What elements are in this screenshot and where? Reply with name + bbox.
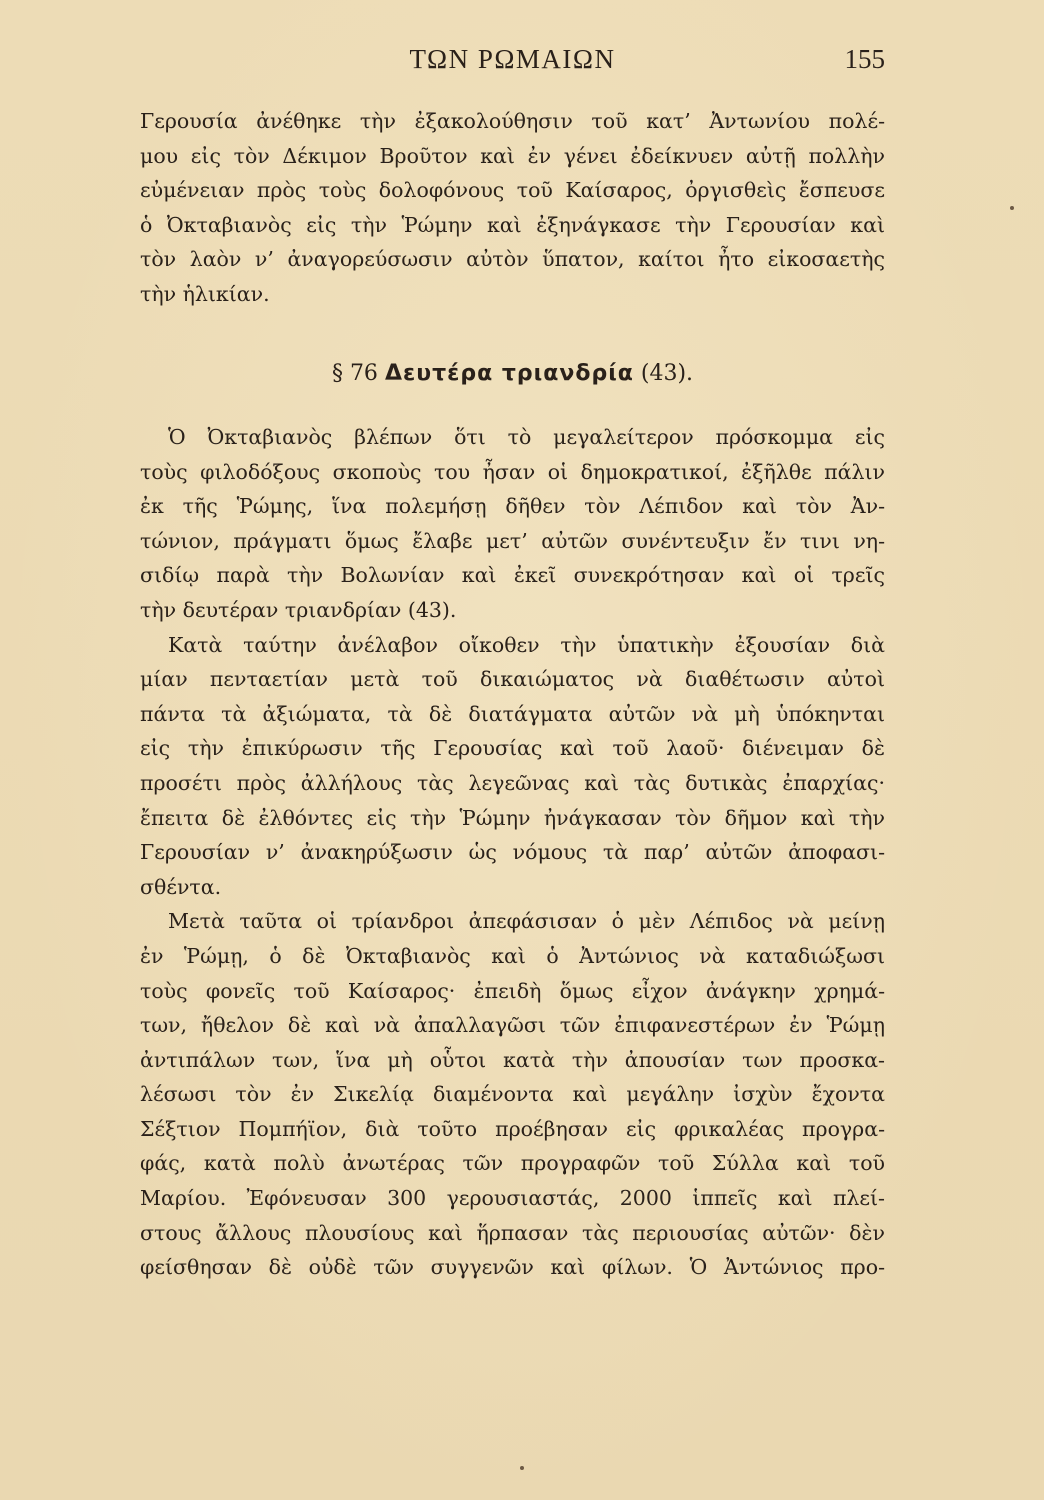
paragraph-1 xyxy=(140,104,885,312)
text-line: φάς, κατὰ πολὺ ἀνωτέρας τῶν προγραφῶν τοῦ Σύλλα καὶ τοῦ xyxy=(140,1151,885,1176)
paper-speck xyxy=(1010,206,1014,210)
section-number: 76 xyxy=(349,361,378,386)
text-line: Γερουσία ἀνέθηκε τὴν ἐξακολούθησιν τοῦ κατ’ Ἀντωνίου πολέ- xyxy=(140,109,885,133)
paper-speck xyxy=(520,1466,524,1470)
text-line: πάντα τὰ ἀξιώματα, τὰ δὲ διατάγματα αὐτῶν νὰ μὴ ὑπόκηνται xyxy=(140,701,885,726)
running-title: ΤΩΝ ΡΩΜΑΙΩΝ xyxy=(409,44,616,74)
text-line: τὴν ἡλικίαν. xyxy=(140,281,270,306)
text-line: φείσθησαν δὲ οὐδὲ τῶν συγγενῶν καὶ φίλων. Ὁ Ἀντώνιος προ- xyxy=(140,1255,885,1280)
text-line: Μαρίου. Ἐφόνευσαν 300 γερουσιαστάς, 2000 ἱππεῖς καὶ πλεί- xyxy=(140,1186,885,1211)
text-line: τώνιον, πράγματι ὅμως ἔλαβε μετ’ αὐτῶν συνέντευξιν ἔν τινι νη- xyxy=(140,528,885,553)
section-symbol: § xyxy=(331,361,343,386)
text-line: ἐκ τῆς Ῥώμης, ἵνα πολεμήσῃ δῆθεν τὸν Λέπιδον καὶ τὸν Ἀν- xyxy=(140,494,885,519)
section-year: (43). xyxy=(640,361,694,386)
text-line: ἔπειτα δὲ ἐλθόντες εἰς τὴν Ῥώμην ἠνάγκασαν τὸν δῆμον καὶ τὴν xyxy=(140,805,885,830)
paragraph-2 xyxy=(140,420,885,628)
page-header xyxy=(140,44,885,84)
section-title: Δευτέρα τριανδρία xyxy=(384,361,634,386)
text-line: Γερουσίαν ν’ ἀνακηρύξωσιν ὡς νόμους τὰ παρ’ αὐτῶν ἀποφασι- xyxy=(140,840,885,865)
text-line: σιδίῳ παρὰ τὴν Βολωνίαν καὶ ἐκεῖ συνεκρότησαν καὶ οἱ τρεῖς xyxy=(140,563,885,588)
text-line: μίαν πενταετίαν μετὰ τοῦ δικαιώματος νὰ διαθέτωσιν αὐτοὶ xyxy=(140,667,885,692)
text-line: τοὺς φονεῖς τοῦ Καίσαρος· ἐπειδὴ ὅμως εἶχον ἀνάγκην χρημά- xyxy=(140,978,885,1003)
page-number: 155 xyxy=(844,44,885,74)
text-line: τοὺς φιλοδόξους σκοποὺς του ἦσαν οἱ δημοκρατικοί, ἐξῆλθε πάλιν xyxy=(140,459,885,484)
text-line: τὴν δευτέραν τριανδρίαν (43). xyxy=(140,597,457,622)
text-line: των, ἤθελον δὲ καὶ νὰ ἀπαλλαγῶσι τῶν ἐπιφανεστέρων ἐν Ῥώμῃ xyxy=(140,1013,885,1038)
text-line: εἰς τὴν ἐπικύρωσιν τῆς Γερουσίας καὶ τοῦ λαοῦ· διένειμαν δὲ xyxy=(140,736,885,761)
text-line: Κατὰ ταύτην ἀνέλαβον οἴκοθεν τὴν ὑπατικὴν ἐξουσίαν διὰ xyxy=(168,632,885,657)
text-line: Μετὰ ταῦτα οἱ τρίανδροι ἀπεφάσισαν ὁ μὲν Λέπιδος νὰ μείνῃ xyxy=(168,909,885,934)
text-line: σθέντα. xyxy=(140,874,222,899)
text-line: προσέτι πρὸς ἀλλήλους τὰς λεγεῶνας καὶ τὰς δυτικὰς ἐπαρχίας· xyxy=(140,770,885,795)
text-line: Ὁ Ὀκταβιανὸς βλέπων ὅτι τὸ μεγαλείτερον πρόσκομμα εἰς xyxy=(168,425,885,449)
text-line: μου εἰς τὸν Δέκιμον Βροῦτον καὶ ἐν γένει ἐδείκνυεν αὐτῇ πολλὴν xyxy=(140,143,885,168)
section-heading xyxy=(140,354,885,394)
text-line: στους ἄλλους πλουσίους καὶ ἥρπασαν τὰς περιουσίας αὐτῶν· δὲν xyxy=(140,1220,885,1245)
text-line: ὁ Ὀκταβιανὸς εἰς τὴν Ῥώμην καὶ ἐξηνάγκασε τὴν Γερουσίαν καὶ xyxy=(140,212,885,237)
paragraph-3 xyxy=(140,628,885,905)
text-line: εὐμένειαν πρὸς τοὺς δολοφόνους τοῦ Καίσαρος, ὀργισθεὶς ἔσπευσε xyxy=(140,178,885,203)
text-line: ἀντιπάλων των, ἵνα μὴ οὗτοι κατὰ τὴν ἀπουσίαν των προσκα- xyxy=(140,1047,885,1072)
text-line: τὸν λαὸν ν’ ἀναγορεύσωσιν αὐτὸν ὕπατον, καίτοι ἦτο εἰκοσαετὴς xyxy=(140,247,885,272)
text-line: λέσωσι τὸν ἐν Σικελίᾳ διαμένοντα καὶ μεγάλην ἰσχὺν ἔχοντα xyxy=(140,1082,885,1107)
body-text xyxy=(140,420,885,1285)
text-line: ἐν Ῥώμῃ, ὁ δὲ Ὀκταβιανὸς καὶ ὁ Ἀντώνιος νὰ καταδιώξωσι xyxy=(140,943,885,968)
text-line: Σέξτιον Πομπήϊον, διὰ τοῦτο προέβησαν εἰς φρικαλέας προγρα- xyxy=(140,1116,885,1141)
paragraph-4 xyxy=(140,904,885,1285)
